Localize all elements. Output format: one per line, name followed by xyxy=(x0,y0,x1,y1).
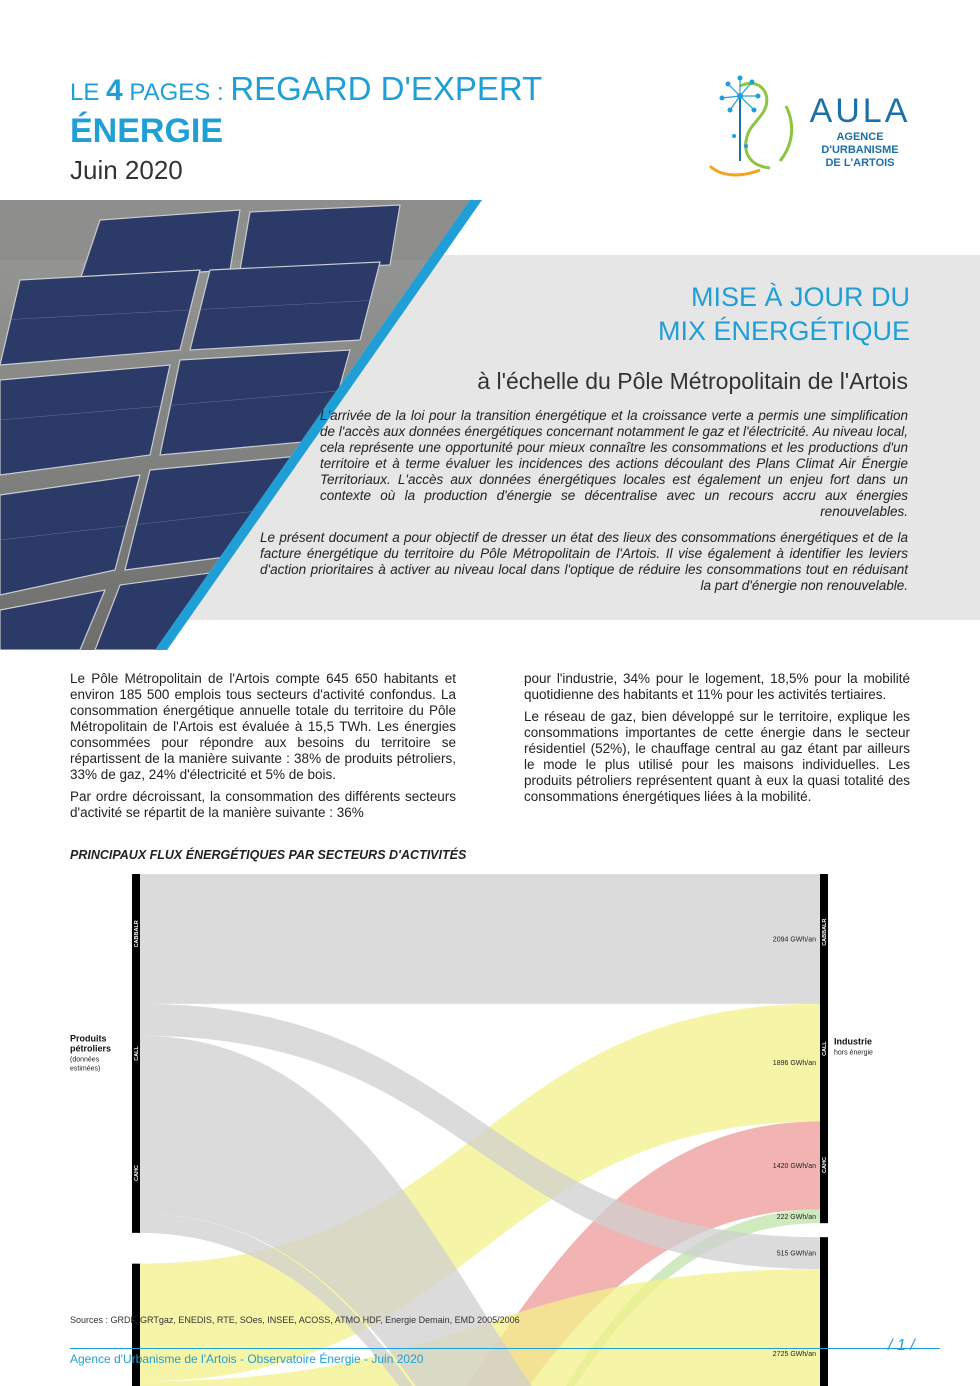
logo-text xyxy=(800,92,920,170)
series-prefix: LE xyxy=(70,79,100,106)
target-name: Industrie xyxy=(834,1036,873,1047)
flow-value-label: 515 GWh/an xyxy=(776,1250,816,1258)
footer-text: Agence d'Urbanisme de l'Artois - Observatoire Énergie - Juin 2020 xyxy=(70,1352,424,1366)
intro-paragraph-2: Le présent document a pour objectif de dresser un état des lieux des consommations énergétiques et de la facture énergétique du territoire du Pôle Métropolitain de l'Artois. Il vise également à identifier les leviers d'action prioritaires à activer au niveau local dans l'optique de réduire les consommations tout en réduisant la part d'énergie non renouvelable. xyxy=(260,530,908,593)
sankey-flow xyxy=(140,874,820,1004)
target-bar-sublabel: CABBALR xyxy=(822,918,828,946)
main-title xyxy=(520,280,910,348)
series-title xyxy=(70,70,542,108)
source-name: pétroliers xyxy=(70,1043,112,1054)
series-mid: PAGES : xyxy=(129,79,224,106)
flow-value-label: 1420 GWh/an xyxy=(772,1162,816,1170)
source-bar-sublabel: CAHC xyxy=(134,1165,140,1181)
flow-value-label: 1896 GWh/an xyxy=(772,1060,816,1068)
target-bar-sublabel: CAHC xyxy=(822,1157,828,1173)
target-bar-sublabel: CALL xyxy=(822,1041,828,1056)
body-column-left xyxy=(70,671,456,827)
main-title-line1: MISE À JOUR DU xyxy=(690,282,910,312)
body-paragraph: Le Pôle Métropolitain de l'Artois compte 645 650 habitants et environ 185 500 emplois tous secteurs d'activité confondus. La consommation énergétique annuelle totale du territoire du Pôle Métropolitain de l'Artois est évaluée à 15,5 TWh. Les énergies consommées pour répondre aux besoins du territoire se répartissent de la manière suivante : 38% de produits pétroliers, 33% de gaz, 24% d'électricité et 5% de bois. xyxy=(70,671,456,782)
publication-date: Juin 2020 xyxy=(70,155,183,185)
logo-word: AULA xyxy=(809,92,911,130)
source-note: estimées) xyxy=(70,1065,101,1073)
source-note: (données xyxy=(70,1056,100,1064)
body-column-right xyxy=(524,671,910,811)
chart-title: PRINCIPAUX FLUX ÉNERGÉTIQUES PAR SECTEURS D'ACTIVITÉS xyxy=(70,848,467,862)
logo-subtitle-line2: DE L'ARTOIS xyxy=(825,157,895,169)
source-bar-sublabel: CALL xyxy=(134,1046,140,1061)
intro-paragraph-1: L'arrivée de la loi pour la transition énergétique et la croissance verte a permis une simplification de l'accès aux données énergétiques concernant notamment le gaz et l'électricité. Au niveau local, cela représente une opportunité pour mieux connaître les consommations et les productions d'un territoire et à terme évaluer les incidences des actions découlant des Plans Climat Air Énergie Territoriaux. L'accès aux données énergétiques locales est également un enjeu fort dans un contexte où la production d'énergie se décentralise avec un recours accru aux énergies renouvelables. xyxy=(320,408,908,519)
main-title-line2: MIX ÉNERGÉTIQUE xyxy=(657,316,910,346)
logo-subtitle-line1: AGENCE D'URBANISME xyxy=(821,131,899,156)
chart-sources: Sources : GRDF, GRTgaz, ENEDIS, RTE, SOes, INSEE, ACOSS, ATMO HDF, Energie Demain, EMD 2005/2006 xyxy=(70,1315,520,1325)
source-name: Produits xyxy=(70,1033,107,1044)
page-number: / 1 / xyxy=(888,1337,915,1354)
series-name: REGARD D'EXPERT xyxy=(230,70,543,107)
body-paragraph: Le réseau de gaz, bien développé sur le territoire, explique les consommations importantes de cette énergie dans le secteur résidentiel (52%), le chauffage central au gaz étant par ailleurs le mode le plus utilisé pour les maisons individuelles. Les produits pétroliers représentent quant à eux la quasi totalité des consommations énergétiques liées à la mobilité. xyxy=(524,709,910,804)
body-paragraph: pour l'industrie, 34% pour le logement, 18,5% pour la mobilité quotidienne des habitants et 11% pour les activités tertiaires. xyxy=(524,671,910,702)
flow-value-label: 2725 GWh/an xyxy=(772,1351,816,1359)
series-number: 4 xyxy=(106,74,123,107)
footer-rule xyxy=(70,1348,940,1349)
body-paragraph: Par ordre décroissant, la consommation des différents secteurs d'activité se répartit de la manière suivante : 36% xyxy=(70,789,456,820)
source-bar-sublabel: CABBALR xyxy=(134,920,140,948)
main-subtitle: à l'échelle du Pôle Métropolitain de l'Artois xyxy=(477,368,908,394)
theme-title: ÉNERGIE xyxy=(70,112,224,150)
flow-value-label: 2094 GWh/an xyxy=(772,936,816,944)
logo-subtitle xyxy=(800,131,920,170)
source-label xyxy=(70,1033,111,1072)
target-label xyxy=(834,1037,873,1057)
sankey-flows xyxy=(140,874,820,1386)
flow-value-label: 222 GWh/an xyxy=(776,1213,816,1221)
target-bar xyxy=(820,1237,828,1386)
target-note: hors énergie xyxy=(834,1049,873,1057)
